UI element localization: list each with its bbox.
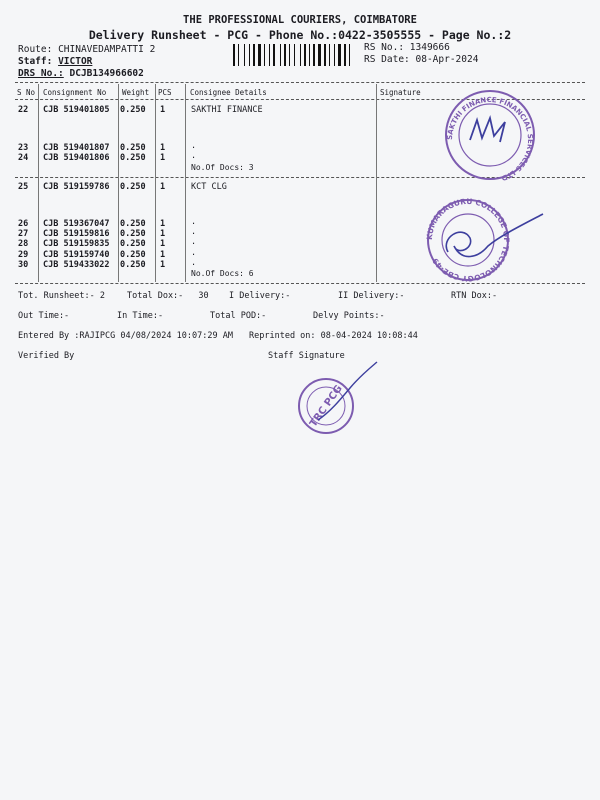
row-consignee: SAKTHI FINANCE <box>191 105 263 115</box>
route-label: Route: <box>18 44 53 55</box>
col-header-weight: Weight <box>122 88 150 97</box>
sakthi-stamp-text: SAKTHI FINANCE FINANCIAL SERVICES LTD <box>445 95 535 183</box>
row-consignment: CJB 519433022 <box>43 260 110 270</box>
row-consignment: CJB 519159786 <box>43 182 110 192</box>
drs-value: DCJB134966602 <box>69 68 144 79</box>
row-pcs: 1 <box>160 250 166 260</box>
row-consignment: CJB 519159835 <box>43 239 110 249</box>
docs-count-note: No.Of Docs: 6 <box>191 269 254 278</box>
row-sno: 29 <box>18 250 29 260</box>
row-sno: 27 <box>18 229 29 239</box>
in-time: In Time:- <box>117 311 164 321</box>
rs-date-value: 08-Apr-2024 <box>415 54 479 65</box>
row-weight: 0.250 <box>120 250 146 260</box>
row-pcs: 1 <box>160 229 166 239</box>
row-consignee: . <box>191 151 197 161</box>
col-header-consignment: Consignment No <box>43 88 107 97</box>
row-weight: 0.250 <box>120 219 146 229</box>
row-sno: 25 <box>18 182 29 192</box>
row-consignment: CJB 519401807 <box>43 143 110 153</box>
rs-date-label: RS Date: <box>364 54 410 65</box>
verified-by: Verified By <box>18 351 75 361</box>
row-weight: 0.250 <box>120 229 146 239</box>
row-consignee: . <box>191 237 197 247</box>
route-value: CHINAVEDAMPATTI 2 <box>58 44 156 55</box>
kct-stamp-text: KUMARAGURU COLLEGE OF TECHNOLOGY CBE-49 <box>424 196 512 284</box>
row-weight: 0.250 <box>120 153 146 163</box>
row-consignment: CJB 519159740 <box>43 250 110 260</box>
col-header-signature: Signature <box>380 88 421 97</box>
row-pcs: 1 <box>160 260 166 270</box>
row-consignee: . <box>191 248 197 258</box>
row-consignee: . <box>191 217 197 227</box>
trc-stamp-text: TRC PCG <box>308 383 345 430</box>
row-pcs: 1 <box>160 105 166 115</box>
row-weight: 0.250 <box>120 143 146 153</box>
company-name: THE PROFESSIONAL COURIERS, COIMBATORE <box>183 14 417 26</box>
row-sno: 26 <box>18 219 29 229</box>
out-time: Out Time:- <box>18 311 70 321</box>
staff-label: Staff: <box>18 56 53 67</box>
total-runsheet: Tot. Runsheet:- 2 <box>18 291 105 301</box>
first-delivery: I Delivery:- <box>229 291 291 301</box>
row-consignment: CJB 519401805 <box>43 105 110 115</box>
total-dox-label: Total Dox:- <box>127 291 184 301</box>
staff-value: VICTOR <box>58 56 93 67</box>
docs-count-note: No.Of Docs: 3 <box>191 163 254 172</box>
reprinted-on: Reprinted on: 08-04-2024 10:08:44 <box>249 331 418 341</box>
total-dox-value: 30 <box>198 291 209 301</box>
row-sno: 24 <box>18 153 29 163</box>
row-pcs: 1 <box>160 182 166 192</box>
row-pcs: 1 <box>160 143 166 153</box>
row-consignment: CJB 519159816 <box>43 229 110 239</box>
row-sno: 30 <box>18 260 29 270</box>
row-consignment: CJB 519367047 <box>43 219 110 229</box>
rs-no-value: 1349666 <box>409 42 450 53</box>
row-consignee: KCT CLG <box>191 182 227 192</box>
runsheet-title: Delivery Runsheet - PCG - Phone No.:0422-3505555 - Page No.:2 <box>88 28 512 42</box>
row-pcs: 1 <box>160 239 166 249</box>
return-dox: RTN Dox:- <box>451 291 498 301</box>
row-consignee: . <box>191 227 197 237</box>
row-sno: 28 <box>18 239 29 249</box>
row-weight: 0.250 <box>120 182 146 192</box>
row-sno: 23 <box>18 143 29 153</box>
row-sno: 22 <box>18 105 29 115</box>
col-header-sno: S No <box>17 88 36 97</box>
row-pcs: 1 <box>160 219 166 229</box>
row-weight: 0.250 <box>120 105 146 115</box>
row-weight: 0.250 <box>120 260 146 270</box>
second-delivery: II Delivery:- <box>338 291 405 301</box>
col-header-pcs: PCS <box>158 88 172 97</box>
row-pcs: 1 <box>160 153 166 163</box>
rs-no-label: RS No.: <box>364 42 405 53</box>
drs-label: DRS No.: <box>18 68 64 79</box>
delivery-points: Delvy Points:- <box>313 311 385 321</box>
row-consignee: . <box>191 141 197 151</box>
total-pod: Total POD:- <box>210 311 267 321</box>
col-header-consignee: Consignee Details <box>190 88 267 97</box>
staff-signature: Staff Signature <box>268 351 345 361</box>
row-consignment: CJB 519401806 <box>43 153 110 163</box>
entered-by: Entered By :RAJIPCG 04/08/2024 10:07:29 AM <box>18 331 233 341</box>
row-consignee: . <box>191 258 197 268</box>
row-weight: 0.250 <box>120 239 146 249</box>
total-dox <box>127 291 209 301</box>
